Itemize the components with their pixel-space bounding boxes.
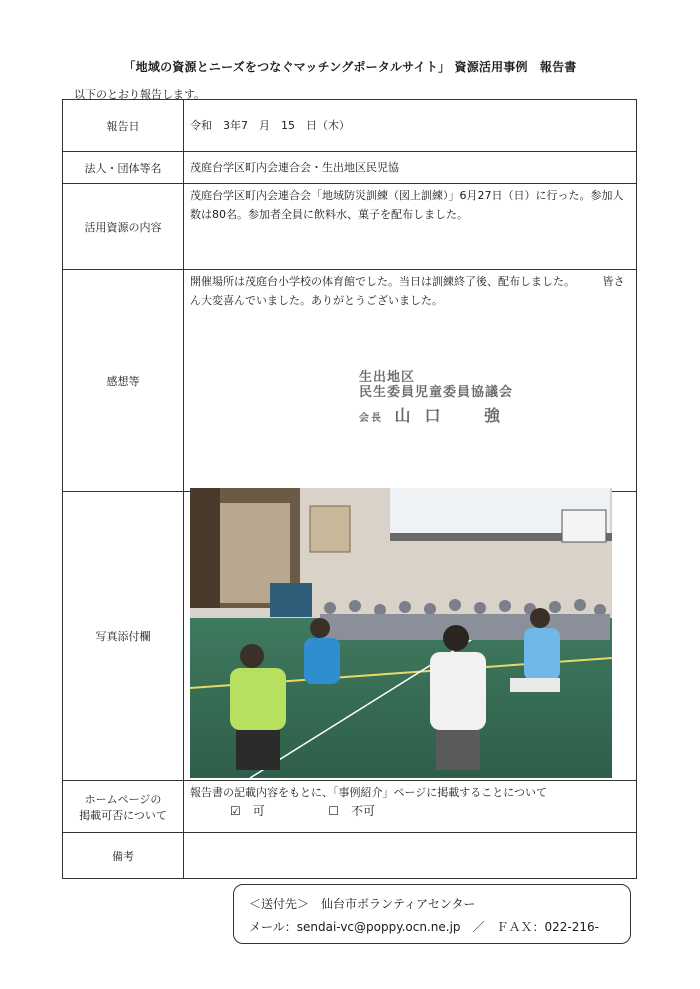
resource-value: 茂庭台学区町内会連合会「地域防災訓練（図上訓練）」6月27日（日）に行った。参加人数は80名。参加者全員に飲料水、菓子を配布しました。 <box>184 184 637 270</box>
remarks-value <box>184 833 637 879</box>
date-value: 令和 3年7 月 15 日（木） <box>184 100 637 152</box>
photo-cell <box>184 492 637 781</box>
row-photo <box>63 492 637 781</box>
row-date <box>63 100 637 152</box>
publish-label: ホームページの 掲載可否について <box>63 781 184 833</box>
impressions-cell <box>184 270 637 492</box>
row-impressions <box>63 270 637 492</box>
row-resource <box>63 184 637 270</box>
date-label: 報告日 <box>63 100 184 152</box>
contact-mail-fax: メール：sendai-vc@poppy.ocn.ne.jp ／ ＦＡＸ：022-216- <box>249 920 599 934</box>
gym-training-photo <box>190 488 612 778</box>
contact-box <box>233 884 631 944</box>
row-org <box>63 152 637 184</box>
publish-cell <box>184 781 637 833</box>
contact-recipient: ＜送付先＞ 仙台市ボランティアセンター <box>249 897 476 911</box>
publish-question: 報告書の記載内容をもとに、「事例紹介」ページに掲載することについて <box>190 786 548 799</box>
seal-line3 <box>359 406 513 428</box>
photo-label: 写真添付欄 <box>63 492 184 781</box>
info-board <box>270 583 312 617</box>
impressions-label: 感想等 <box>63 270 184 492</box>
resource-label: 活用資源の内容 <box>63 184 184 270</box>
seal-surname: 山口 <box>394 406 455 425</box>
seal-line1: 生出地区 <box>359 370 416 385</box>
publish-no-checkbox[interactable]: ☐ 不可 <box>328 804 376 818</box>
org-value: 茂庭台学区町内会連合会・生出地区民児協 <box>184 152 637 184</box>
wall-plaque <box>310 506 350 552</box>
row-publish <box>63 781 637 833</box>
stage-curtain <box>190 488 220 608</box>
association-seal <box>359 370 513 428</box>
remarks-label: 備考 <box>63 833 184 879</box>
org-label: 法人・団体等名 <box>63 152 184 184</box>
seal-line2: 民生委員児童委員協議会 <box>359 385 514 400</box>
intro-text: 以下のとおり報告します。 <box>74 88 206 101</box>
report-form-table <box>62 99 637 879</box>
row-remarks <box>63 833 637 879</box>
seal-given-name: 強 <box>483 406 502 425</box>
basketball-backboard <box>562 510 606 542</box>
report-title: 「地域の資源とニーズをつなぐマッチングポータルサイト」 資源活用事例 報告書 <box>123 60 577 74</box>
seal-title: 会長 <box>359 413 383 424</box>
publish-yes-checkbox[interactable]: ☑ 可 <box>230 804 265 818</box>
impressions-value: 開催場所は茂庭台小学校の体育館でした。当日は訓練終了後、配布しました。 皆さん大変喜んでいました。ありがとうございました。 <box>190 275 625 307</box>
